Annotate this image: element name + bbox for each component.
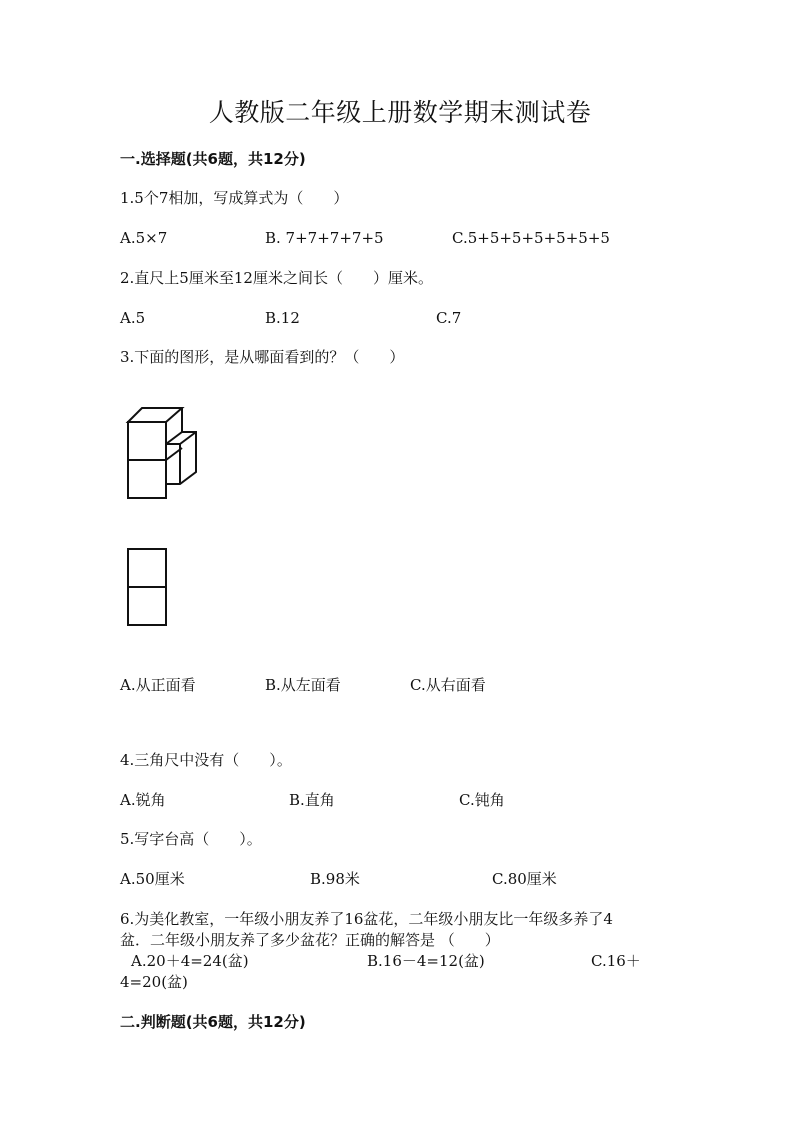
- cube-stack-3d-figure: [124, 404, 200, 504]
- question-4-option-a: A.锐角: [120, 791, 166, 809]
- question-6-option-c-continuation: 4=20(盆): [120, 973, 188, 991]
- question-6-option-a: A.20＋4=24(盆): [131, 952, 249, 970]
- question-6-stem-line-1: 6.为美化教室，一年级小朋友养了16盆花，二年级小朋友比一年级多养了4: [120, 910, 613, 928]
- question-1-option-c: C.5+5+5+5+5+5+5: [452, 229, 610, 247]
- question-2-option-b: B.12: [265, 309, 300, 327]
- question-1-option-a: A.5×7: [120, 229, 168, 247]
- section-heading-judgment: 二.判断题(共6题，共12分): [120, 1013, 306, 1031]
- question-5-option-c: C.80厘米: [492, 870, 557, 888]
- question-5-option-b: B.98米: [310, 870, 360, 888]
- question-2-option-a: A.5: [120, 309, 146, 327]
- question-5-option-a: A.50厘米: [120, 870, 185, 888]
- page-title: 人教版二年级上册数学期末测试卷: [208, 98, 592, 127]
- question-4-option-b: B.直角: [289, 791, 335, 809]
- question-2-option-c: C.7: [436, 309, 462, 327]
- question-6-option-c: C.16＋: [591, 952, 641, 970]
- question-4-stem: 4.三角尺中没有（ ）。: [120, 751, 292, 769]
- question-4-option-c: C.钝角: [459, 791, 505, 809]
- two-square-view-figure: [126, 547, 170, 629]
- question-5-stem: 5.写字台高（ ）。: [120, 830, 262, 848]
- question-3-option-b: B.从左面看: [265, 676, 341, 694]
- question-3-stem: 3.下面的图形，是从哪面看到的？（ ）: [120, 348, 405, 366]
- question-2-stem: 2.直尺上5厘米至12厘米之间长（ ）厘米。: [120, 269, 433, 287]
- question-1-option-b: B. 7+7+7+7+5: [265, 229, 384, 247]
- section-heading-choice: 一.选择题(共6题，共12分): [120, 150, 306, 168]
- question-6-option-b: B.16－4=12(盆): [367, 952, 485, 970]
- question-1-stem: 1.5个7相加，写成算式为（ ）: [120, 189, 349, 207]
- question-6-stem-line-2: 盆．二年级小朋友养了多少盆花？正确的解答是 （ ）: [120, 931, 500, 949]
- question-3-option-c: C.从右面看: [410, 676, 486, 694]
- question-3-option-a: A.从正面看: [120, 676, 196, 694]
